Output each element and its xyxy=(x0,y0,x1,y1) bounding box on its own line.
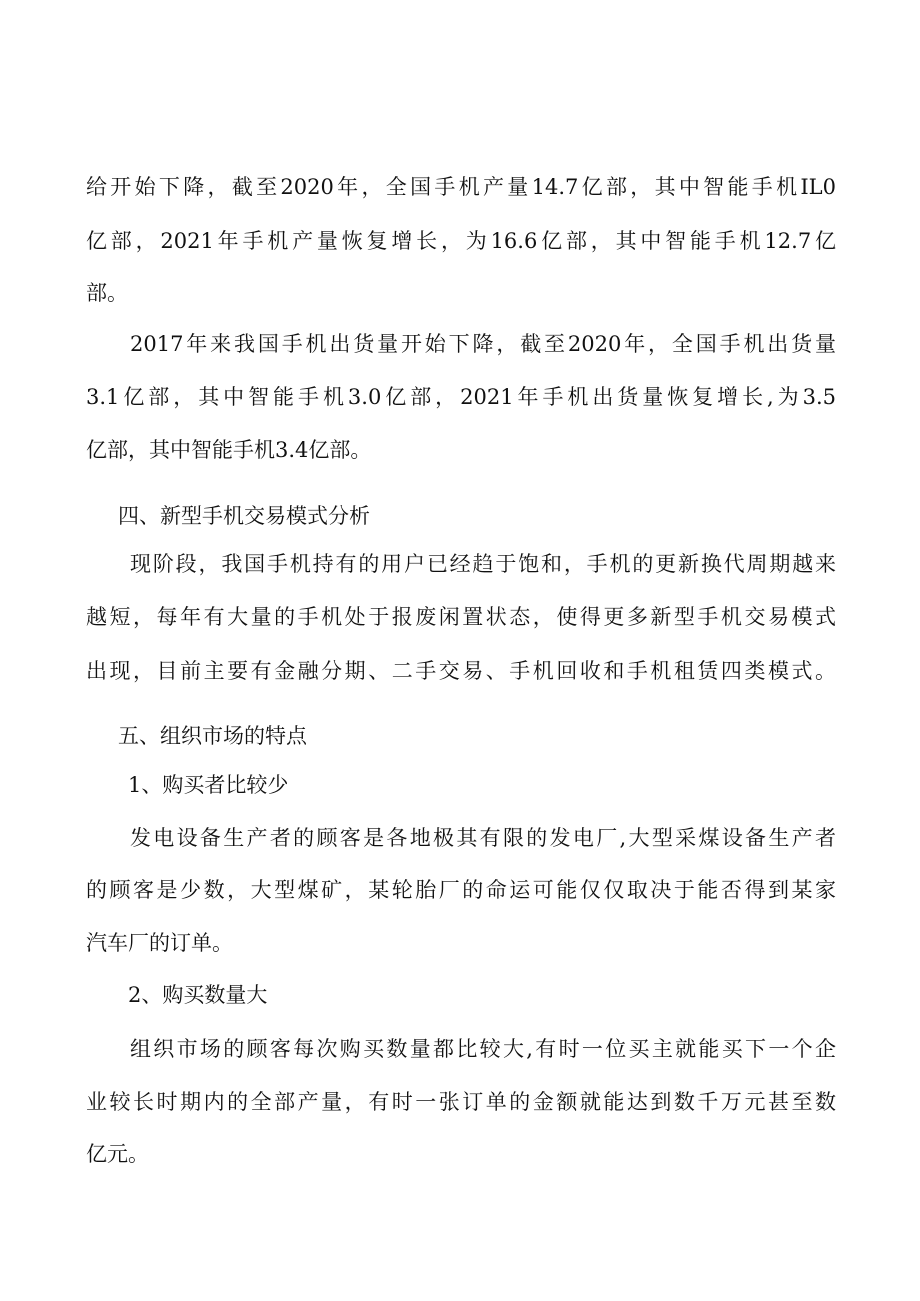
text-line: 的顾客是少数，大型煤矿，某轮胎厂的命运可能仅仅取决于能否得到某家 xyxy=(86,878,836,902)
text-line: 现阶段，我国手机持有的用户已经趋于饱和，手机的更新换代周期越来 xyxy=(130,552,836,576)
text-line: 汽车厂的订单。 xyxy=(86,931,233,955)
text-line: 亿元。 xyxy=(86,1142,149,1166)
text-line: 2017年来我国手机出货量开始下降，截至2020年，全国手机出货量 xyxy=(130,332,836,356)
text-line: 越短，每年有大量的手机处于报废闲置状态，使得更多新型手机交易模式 xyxy=(86,605,836,629)
heading-section-five: 五、组织市场的特点 xyxy=(118,724,307,748)
subheading-few-buyers: 1、购买者比较少 xyxy=(128,773,289,797)
text-line: 部。 xyxy=(86,281,128,305)
text-line: 亿部，2021年手机产量恢复增长，为16.6亿部，其中智能手机12.7亿 xyxy=(86,229,836,253)
text-line: 组织市场的顾客每次购买数量都比较大,有时一位买主就能买下一个企 xyxy=(130,1037,836,1061)
text-line: 亿部，其中智能手机3.4亿部。 xyxy=(86,438,372,462)
text-line: 3.1亿部，其中智能手机3.0亿部，2021年手机出货量恢复增长,为3.5 xyxy=(86,385,836,409)
text-line: 业较长时期内的全部产量，有时一张订单的金额就能达到数千万元甚至数 xyxy=(86,1090,836,1114)
text-line: 出现，目前主要有金融分期、二手交易、手机回收和手机租赁四类模式。 xyxy=(86,659,836,683)
text-line: 发电设备生产者的顾客是各地极其有限的发电厂,大型采煤设备生产者 xyxy=(130,826,836,850)
text-line: 给开始下降，截至2020年，全国手机产量14.7亿部，其中智能手机IL0 xyxy=(86,175,836,199)
heading-section-four: 四、新型手机交易模式分析 xyxy=(118,504,370,528)
subheading-large-quantity: 2、购买数量大 xyxy=(128,983,268,1007)
